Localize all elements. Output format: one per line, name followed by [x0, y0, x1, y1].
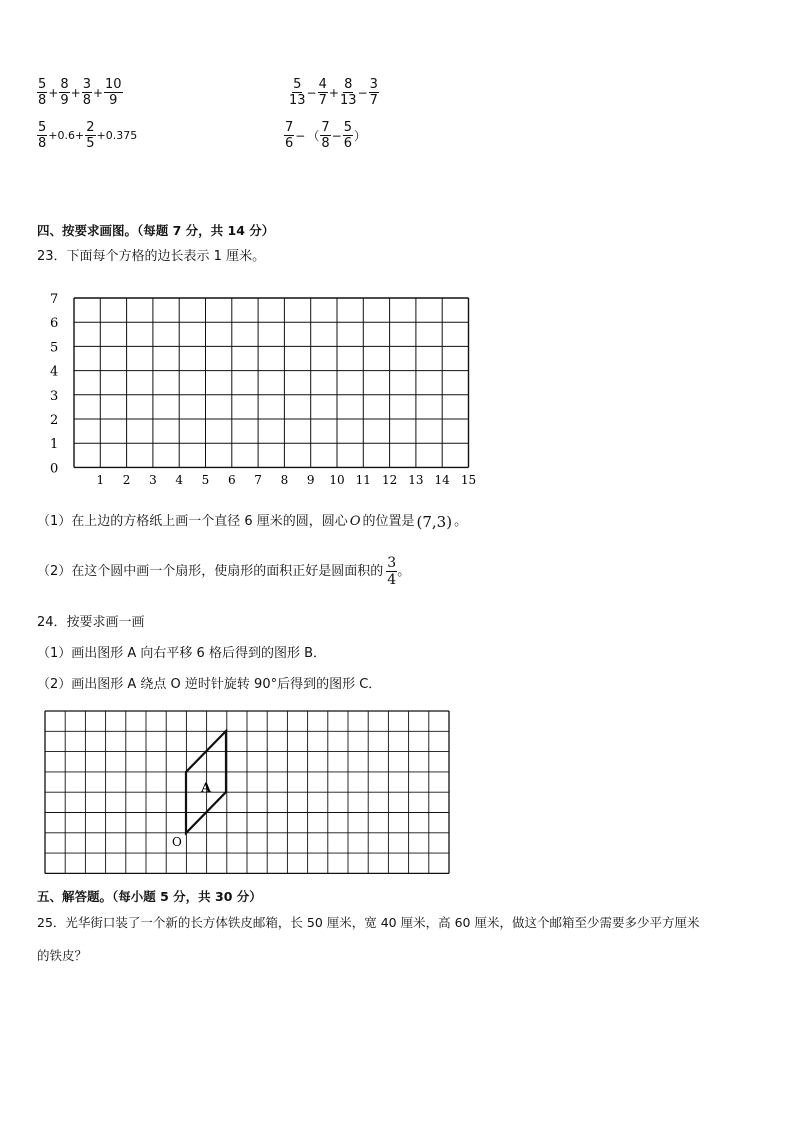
- y-tick-label: 0: [50, 461, 59, 477]
- x-tick-label: 6: [227, 473, 236, 487]
- expression-3: $\frac{5}{8}$ +0.6+ $\frac{2}{5}$ +0.375: [38, 120, 138, 151]
- fraction: $\frac{5}{8}$: [38, 120, 47, 151]
- expression-4: $\frac{7}{6}$ − （ $\frac{7}{8}$ − $\frac{5}{6}$ ）: [285, 120, 366, 151]
- x-tick-label: 7: [254, 473, 262, 487]
- fraction: $\frac{8}{13}$: [339, 77, 357, 108]
- expression-2: $\frac{5}{13}$ − $\frac{4}{7}$ + $\frac{8}{13}$ − $\frac{3}{7}$: [289, 77, 378, 108]
- transformation-grid: [40, 708, 450, 880]
- x-tick-label: 1: [96, 473, 105, 487]
- fraction: $\frac{7}{8}$: [321, 120, 330, 151]
- fraction: $\frac{4}{7}$: [318, 77, 327, 108]
- question-text: 24．按要求画一画: [37, 615, 145, 630]
- x-tick-label: 9: [306, 473, 315, 487]
- shape-a-label: A: [201, 781, 212, 796]
- y-tick-label: 7: [50, 292, 59, 307]
- fraction: $\frac{10}{9}$: [105, 77, 122, 108]
- fraction: $\frac{8}{9}$: [60, 77, 69, 108]
- y-tick-label: 5: [50, 340, 59, 356]
- point-o-label: O: [172, 835, 182, 849]
- x-tick-label: 3: [149, 473, 157, 487]
- y-tick-label: 3: [50, 388, 59, 404]
- y-tick-label: 2: [50, 413, 59, 428]
- question-part: （1）在上边的方格纸上画一个直径 6 厘米的圆，圆心 O 的位置是 (7,3) 。: [37, 513, 468, 531]
- grid-lines: [45, 711, 449, 873]
- section-heading: 五、解答题。（每小题 5 分，共 30 分）: [37, 889, 262, 904]
- y-axis-labels: [50, 292, 58, 476]
- fraction: $\frac{5}{6}$: [343, 120, 352, 151]
- x-tick-label: 15: [460, 473, 477, 487]
- fraction: $\frac{3}{8}$: [82, 77, 91, 108]
- fraction: $\frac{5}{8}$: [38, 77, 47, 108]
- x-tick-label: 4: [175, 473, 184, 487]
- y-tick-label: 4: [50, 364, 59, 380]
- section-heading: 四、按要求画图。（每题 7 分，共 14 分）: [37, 223, 275, 238]
- question-part: （2）画出图形 A 绕点 O 逆时针旋转 90°后得到的图形 C．: [37, 677, 382, 692]
- x-axis-labels: [96, 473, 476, 487]
- question-part: （1）画出图形 A 向右平移 6 格后得到的图形 B．: [37, 646, 327, 661]
- grid-lines: [74, 298, 469, 467]
- x-tick-label: 8: [280, 473, 289, 487]
- question-text: 的铁皮？: [37, 948, 88, 963]
- x-tick-label: 2: [122, 473, 131, 487]
- x-tick-label: 5: [201, 473, 210, 487]
- fraction: $\frac{5}{13}$: [289, 77, 306, 108]
- fraction: $\frac{3}{7}$: [369, 77, 378, 108]
- x-tick-label: 14: [434, 473, 450, 487]
- fraction: $\frac{3}{4}$: [387, 555, 397, 588]
- fraction: $\frac{7}{6}$: [285, 120, 294, 151]
- y-tick-label: 6: [50, 316, 59, 332]
- expression-1: $\frac{5}{8}$ + $\frac{8}{9}$ + $\frac{3}{8}$ + $\frac{10}{9}$: [38, 77, 122, 108]
- question-text: 23．下面每个方格的边长表示 1 厘米。: [37, 249, 266, 264]
- fraction: $\frac{2}{5}$: [86, 120, 95, 151]
- question-text: 25．光华街口装了一个新的长方体铁皮邮箱，长 50 厘米，宽 40 厘米，高 60 厘米，做这个邮箱至少需要多少平方厘米: [37, 915, 700, 930]
- x-tick-label: 13: [408, 473, 424, 487]
- x-tick-label: 12: [381, 473, 398, 487]
- coordinate-grid: [40, 286, 490, 491]
- x-tick-label: 11: [355, 473, 371, 487]
- y-tick-label: 1: [50, 437, 59, 453]
- question-part: （2）在这个圆中画一个扇形，使扇形的面积正好是圆面积的 $\frac{3}{4}$ 。: [37, 555, 411, 588]
- x-tick-label: 10: [329, 473, 345, 487]
